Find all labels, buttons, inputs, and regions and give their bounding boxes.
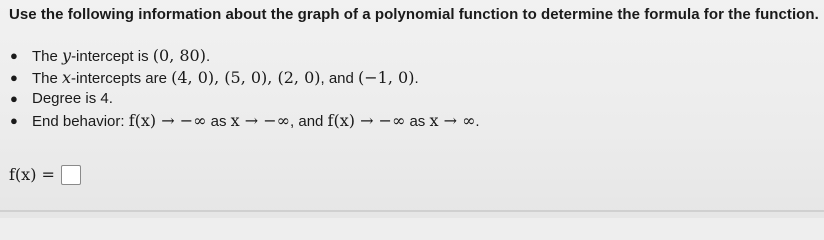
end-behavior-cond-left: x → −∞	[230, 110, 291, 130]
end-behavior-expr-left: f(x) → −∞	[128, 110, 207, 130]
x-intercepts-values: (4, 0), (5, 0), (2, 0)	[171, 67, 321, 87]
answer-row	[9, 163, 81, 187]
fact-y-intercept: ● The y-intercept is (0, 80).	[10, 46, 211, 65]
y-intercept-value: (0, 80)	[152, 46, 206, 65]
bullet-icon: ●	[10, 112, 18, 128]
x-intercept-last: (−1, 0)	[358, 67, 415, 87]
fact-degree: ● Degree is 4.	[32, 88, 480, 110]
end-behavior-cond-right: x → ∞	[429, 110, 476, 130]
divider	[0, 210, 824, 212]
bullet-icon: ●	[10, 69, 18, 85]
answer-input[interactable]	[61, 165, 81, 185]
bullet-icon: ●	[10, 48, 18, 63]
answer-label: f(x) =	[9, 165, 55, 184]
fact-x-intercepts: ● The x-intercepts are (4, 0), (5, 0), (2, 0), and (−1, 0).	[10, 67, 419, 87]
question-instruction: Use the following information about the graph of a polynomial function to determine the formula for the function.	[9, 6, 819, 23]
end-behavior-expr-right: f(x) → −∞	[327, 110, 406, 130]
given-information-list	[10, 45, 480, 131]
bullet-icon: ●	[10, 91, 18, 106]
fact-end-behavior: ● End behavior: f(x) → −∞ as x → −∞, and f(x) → −∞ as x → ∞.	[10, 110, 480, 130]
